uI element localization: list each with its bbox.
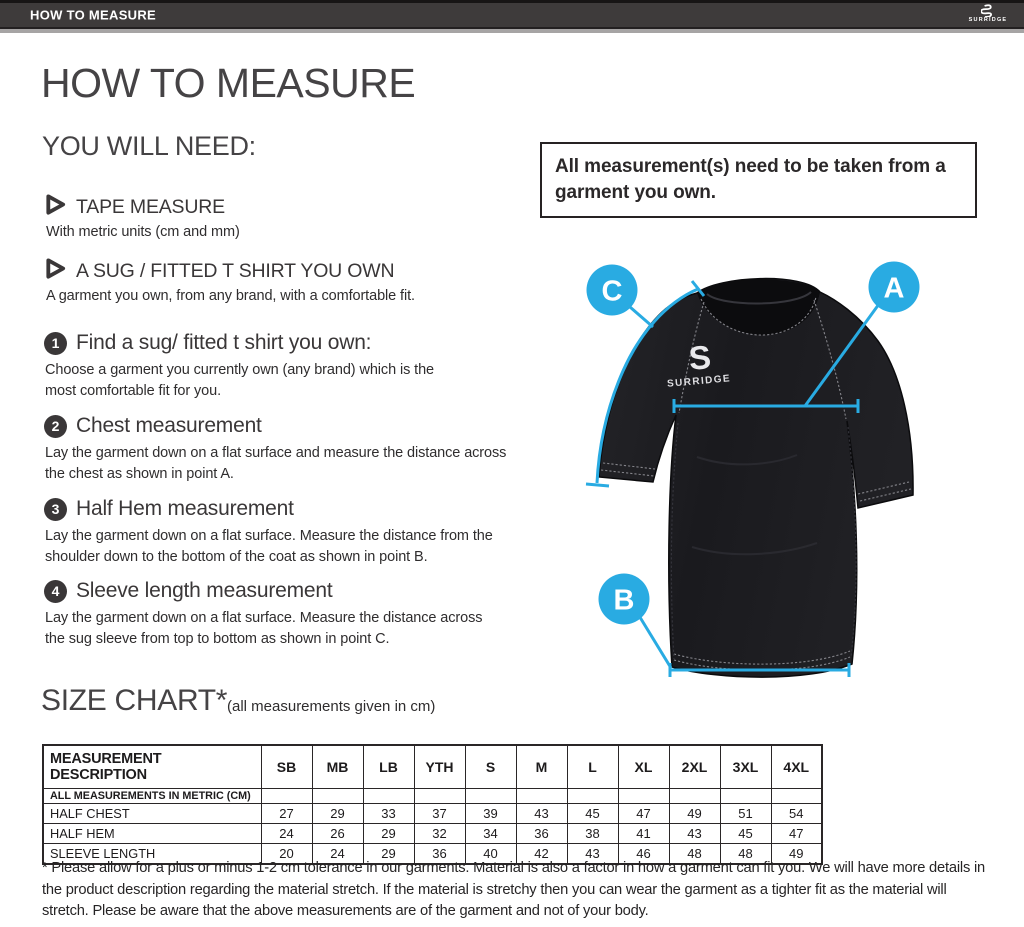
top-bar [0,0,1024,29]
measurement-note-box: All measurement(s) need to be taken from a garment you own. [540,142,977,218]
table-cell: 34 [465,824,516,844]
table-cell: 48 [720,844,771,865]
size-chart-subtitle: (all measurements given in cm) [227,698,436,715]
size-chart-heading: SIZE CHART* [41,684,228,717]
table-cell: 45 [720,824,771,844]
step-description: Choose a garment you currently own (any brand) which is the most comfortable fit for you. [45,362,435,399]
table-cell: 41 [618,824,669,844]
column-header: 2XL [669,745,720,789]
svg-text:C: C [601,275,623,308]
need-item-description: With metric units (cm and mm) [46,224,240,240]
table-cell: 32 [414,824,465,844]
tshirt-silhouette [599,279,913,678]
table-row [43,824,822,844]
svg-text:S: S [687,338,713,377]
column-header: M [516,745,567,789]
empty-cell [720,789,771,804]
table-cell: 49 [771,844,822,865]
column-header: XL [618,745,669,789]
row-label: SLEEVE LENGTH [43,844,261,865]
need-item-tape-measure [44,193,240,240]
need-item-label: TAPE MEASURE [76,195,225,218]
svg-text:SURRIDGE: SURRIDGE [666,373,732,390]
size-chart-table [42,744,823,865]
table-cell: 33 [363,804,414,824]
column-header: S [465,745,516,789]
table-cell: 26 [312,824,363,844]
table-cell: 24 [261,824,312,844]
table-cell: 37 [414,804,465,824]
step-number-badge: 2 [44,415,67,438]
column-header: 3XL [720,745,771,789]
page-title: HOW TO MEASURE [41,60,416,106]
empty-cell [312,789,363,804]
empty-cell [771,789,822,804]
column-header: MEASUREMENT DESCRIPTION [43,745,261,789]
table-cell: 24 [312,844,363,865]
table-cell: 43 [669,824,720,844]
empty-cell [669,789,720,804]
table-cell: 40 [465,844,516,865]
table-cell: 29 [312,804,363,824]
step-number-badge: 4 [44,580,67,603]
svg-text:A: A [883,272,905,305]
table-cell: 46 [618,844,669,865]
table-cell: 47 [618,804,669,824]
step-description: Lay the garment down on a flat surface. Measure the distance from the shoulder down to the bottom of the coat as shown in point B. [45,528,493,565]
c-leader-line [630,307,653,327]
column-header: LB [363,745,414,789]
empty-cell [414,789,465,804]
step-title: Sleeve length measurement [76,579,333,602]
step-description: Lay the garment down on a flat surface and measure the distance across the chest as shown in point A. [45,445,507,482]
table-cell: 51 [720,804,771,824]
table-cell: 39 [465,804,516,824]
step-description: Lay the garment down on a flat surface. Measure the distance across the sug sleeve from top to bottom as shown in point C. [45,610,483,647]
table-cell: 36 [516,824,567,844]
surridge-logo [962,4,1014,24]
table-cell: 36 [414,844,465,865]
table-cell: 54 [771,804,822,824]
metric-note-row [43,789,822,804]
b-leader-line [638,614,671,668]
empty-cell [516,789,567,804]
column-header: L [567,745,618,789]
table-header-row [43,745,822,789]
column-header: YTH [414,745,465,789]
step-number-badge: 1 [44,332,67,355]
empty-cell [261,789,312,804]
table-cell: 29 [363,844,414,865]
table-cell: 43 [567,844,618,865]
column-header: 4XL [771,745,822,789]
triangle-bullet-icon [44,193,67,221]
table-cell: 20 [261,844,312,865]
table-row [43,804,822,824]
row-label: HALF CHEST [43,804,261,824]
empty-cell [618,789,669,804]
tolerance-footnote: * Please allow for a plus or minus 1-2 cm tolerance in our garments. Material is also a factor in how a garment can fit you. We will have more details in the product description regarding the material stretch. If the material is stretchy then you can wear the garment as a tighter fit as the material will stretch. Please be aware that the above measurements are of the garment and not of your body. [42,860,986,920]
step-3 [44,497,531,567]
surridge-s-icon [962,4,1014,17]
table-cell: 48 [669,844,720,865]
need-item-label: A SUG / FITTED T SHIRT YOU OWN [76,259,395,282]
table-cell: 43 [516,804,567,824]
table-cell: 27 [261,804,312,824]
step-title: Find a sug/ fitted t shirt you own: [76,331,372,354]
table-cell: 45 [567,804,618,824]
surridge-logo-word: SURRIDGE [968,17,1008,23]
need-item-fitted-tshirt [44,257,415,304]
top-bar-title: HOW TO MEASURE [30,7,157,23]
empty-cell [567,789,618,804]
step-number-badge: 3 [44,498,67,521]
triangle-bullet-icon [44,257,67,285]
table-cell: 49 [669,804,720,824]
column-header: MB [312,745,363,789]
need-item-description: A garment you own, from any brand, with a comfortable fit. [46,288,415,304]
step-title: Half Hem measurement [76,497,294,520]
step-title: Chest measurement [76,414,262,437]
step-4 [44,579,497,649]
metric-note-label: ALL MEASUREMENTS IN METRIC (CM) [43,789,261,804]
empty-cell [465,789,516,804]
row-label: HALF HEM [43,824,261,844]
tshirt-figure [557,247,1013,693]
top-bar-divider [0,29,1024,33]
table-cell: 38 [567,824,618,844]
step-2 [44,414,507,484]
table-cell: 42 [516,844,567,865]
step-1 [44,331,463,401]
empty-cell [363,789,414,804]
table-cell: 29 [363,824,414,844]
column-header: SB [261,745,312,789]
table-cell: 47 [771,824,822,844]
svg-text:B: B [613,584,635,617]
you-will-need-heading: YOU WILL NEED: [42,131,256,161]
